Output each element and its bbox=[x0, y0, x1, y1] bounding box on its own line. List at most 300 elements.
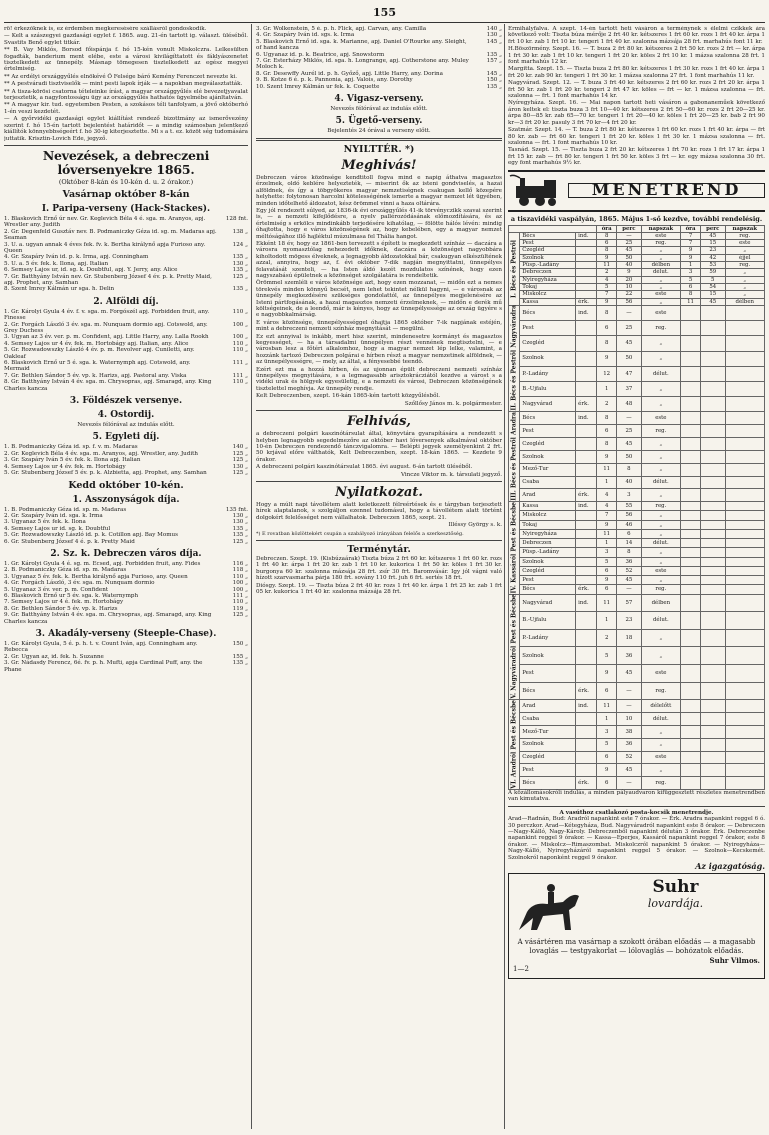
timetable-cell: Szolnok bbox=[520, 450, 576, 463]
timetable-cell bbox=[681, 594, 701, 612]
timetable-cell bbox=[701, 321, 725, 336]
timetable-cell bbox=[681, 647, 701, 665]
timetable-cell: 6 bbox=[597, 585, 617, 594]
timetable-cell bbox=[725, 366, 765, 381]
timetable-row bbox=[509, 381, 765, 396]
timetable-row bbox=[509, 585, 765, 594]
posta-text: Arad—Radnán, Bud: Aradról napankint este 7 órakor. — Érk. Aradra napankint reggel 6 ó. 30 perczkor. Arad—Kétegyháza, Bud. Nagyváradról napankint este 8 órakor. — Debreczen—Nagy-Kálló, Nagy-Károly. Debreczenből napankint délután 3 órakor. Érk. Debreczenbe napankint reggel 9 órakor. — Kassa—Eperjes, Kassáról napankint reggel 7 órakor, este 8 órakor. — Miskolcz—Rimaszombat. Miskolczról napankint 5 órakor. — Nyiregyháza—Nagy-Kálló, Nyiregyházáról napankint reggel 5 órakor. — Szolnok—Kecskemét. Szolnokról naponként reggel 9 órakor. bbox=[508, 816, 765, 861]
timetable-cell: délben bbox=[725, 298, 765, 305]
timetable-cell: 2 bbox=[597, 269, 617, 276]
ostordij-text: Nevezés félórával az indulás előtt. bbox=[77, 422, 175, 429]
timetable bbox=[508, 225, 765, 790]
timetable-cell: délben bbox=[641, 594, 680, 612]
entry-weight: 140 „ bbox=[232, 444, 248, 451]
timetable-cell: 25 bbox=[617, 240, 641, 247]
entry-row bbox=[4, 286, 248, 292]
entry-row bbox=[4, 379, 248, 392]
timetable-cell: Tokaj bbox=[520, 520, 576, 529]
timetable-row bbox=[509, 511, 765, 520]
entry-text: 2. Gr. Ugyan az, id. fek. h. Suzanne bbox=[4, 653, 104, 660]
ad-text: A vásártéren ma vasárnap a szokott órában előadás — a magasabb lovaglás — testgyakorlat — lólovaglás — bohózatok előadás. bbox=[517, 938, 756, 956]
section-egyleti: 5. Egyleti díj. bbox=[92, 432, 160, 443]
timetable-cell: 37 bbox=[617, 381, 641, 396]
timetable-cell: — bbox=[617, 777, 641, 790]
timetable-cell bbox=[701, 751, 725, 764]
day2-heading: Kedd október 10-kén. bbox=[68, 479, 184, 491]
timetable-cell bbox=[701, 738, 725, 751]
meghivas-signature: Szőllősy János m. k. polgármester. bbox=[404, 400, 502, 407]
timetable-cell: „ bbox=[641, 276, 680, 283]
entry-weight: 135 „ bbox=[232, 532, 248, 539]
entry-row bbox=[4, 229, 248, 242]
locomotive-icon bbox=[508, 174, 568, 208]
timetable-cell bbox=[701, 529, 725, 538]
entry-row bbox=[256, 84, 502, 90]
entry-row bbox=[4, 242, 248, 255]
timetable-row bbox=[509, 738, 765, 751]
divider bbox=[508, 806, 765, 807]
timetable-cell bbox=[701, 665, 725, 683]
timetable-row bbox=[509, 629, 765, 647]
timetable-cell: 15 bbox=[701, 240, 725, 247]
route-label: II. Bécs és Pestről Nagyváradra bbox=[509, 305, 520, 412]
entry-weight: 150 „ bbox=[486, 77, 502, 84]
timetable-cell: 8 bbox=[597, 438, 617, 451]
timetable-cell bbox=[576, 764, 597, 777]
entry-row bbox=[4, 660, 248, 673]
timetable-cell: 45 bbox=[617, 336, 641, 351]
entry-weight: 116 „ bbox=[232, 560, 248, 567]
paragraph: Ez ezt annyival is inkább, mert hisz szerint, mindenesetre kormányt és magasztos kegyességet, — ha a társadalmi ünnepélyen részt vennének megtisztelni, — e városban lesz a főtéri alkalomhoz, hogy a magyar nemzet lép lelke, valamint, a hozzánk tartozó Debreczen polgárai e hírben részt a magyar nemzetinek alföldnek, — az ünnepélyességre, — mely, az által, a fényesebbé teendő. bbox=[256, 333, 502, 366]
timetable-cell: érk. bbox=[576, 585, 597, 594]
timetable-cell: Debreczen bbox=[520, 269, 576, 276]
timetable-cell: — bbox=[617, 700, 641, 713]
meghivas-heading: Meghivás! bbox=[341, 157, 417, 173]
timetable-cell: 5 bbox=[597, 738, 617, 751]
entry-text: 2. Gr. Forgách László 3 év. sga. m. Nunquam dormio apj. Cotswold, any. Grey Duchess bbox=[4, 321, 208, 334]
timetable-cell bbox=[576, 351, 597, 366]
timetable-cell: Pest bbox=[520, 576, 576, 585]
timetable-cell bbox=[701, 548, 725, 557]
entry-text: 1. Gr. Károlyi Gyula 4 é. sg. m. Ecsed, apj. Forbidden fruit, any. Fides bbox=[4, 560, 201, 567]
timetable-cell: 45 bbox=[701, 232, 725, 239]
entry-text: 6. Semsey Lajos ur, id. sg. k. Doubtful, apj. Y. Jerry, any. Alice bbox=[4, 267, 178, 274]
timetable-cell: Tokaj bbox=[520, 283, 576, 290]
timetable-row bbox=[509, 305, 765, 320]
race-subtitle: (Október 8-kán és 10-kén d. u. 2 órakor.) bbox=[58, 177, 194, 186]
timetable-cell: 23 bbox=[617, 612, 641, 630]
timetable-cell: „ bbox=[641, 450, 680, 463]
timetable-cell bbox=[681, 777, 701, 790]
timetable-row bbox=[509, 283, 765, 290]
timetable-cell bbox=[576, 612, 597, 630]
timetable-cell: 1 bbox=[681, 262, 701, 269]
timetable-cell: ind. bbox=[576, 305, 597, 320]
timetable-cell bbox=[725, 764, 765, 777]
timetable-cell: 9 bbox=[597, 665, 617, 683]
timetable-cell: „ bbox=[641, 283, 680, 290]
timetable-cell: Pest bbox=[520, 240, 576, 247]
timetable-cell bbox=[701, 725, 725, 738]
meghivas-body bbox=[256, 175, 502, 400]
timetable-cell bbox=[725, 738, 765, 751]
horse-rider-icon bbox=[513, 878, 587, 938]
timetable-cell: „ bbox=[641, 738, 680, 751]
timetable-cell: 36 bbox=[617, 738, 641, 751]
timetable-cell: délut. bbox=[641, 366, 680, 381]
paragraph: rö! érkezőknek is, ez érdemben megkeresésére szállásról gondoskodik. bbox=[4, 26, 207, 32]
timetable-row bbox=[509, 502, 765, 511]
timetable-cell: reg. bbox=[641, 425, 680, 438]
ad-signature: Suhr Vilmos. bbox=[709, 956, 760, 966]
timetable-cell bbox=[576, 283, 597, 290]
entry-weight: 125 „ bbox=[232, 457, 248, 464]
section-foldeszek: 3. Földészek versenye. bbox=[69, 396, 183, 407]
timetable-cell: este bbox=[641, 232, 680, 239]
entry-weight: 110 „ bbox=[232, 599, 248, 606]
entry-text: 3. Ugyanaz 5 év. fek. k. Ilona bbox=[4, 519, 86, 526]
entry-list bbox=[4, 561, 248, 625]
entry-row bbox=[256, 39, 502, 52]
timetable-cell: 10 bbox=[617, 713, 641, 726]
timetable-cell: 45 bbox=[617, 247, 641, 254]
entry-text: 1. B. Podmaniczky Géza id. sp. f. v. m. Madaras bbox=[4, 444, 138, 451]
paragraph: ** A pestváradi tisztviselők — mint pesti lapok írják — a napokban megválasztatták. bbox=[4, 81, 243, 88]
timetable-row bbox=[509, 539, 765, 548]
entry-row bbox=[4, 360, 248, 373]
timetable-cell: — bbox=[617, 305, 641, 320]
timetable-cell bbox=[701, 585, 725, 594]
timetable-row bbox=[509, 291, 765, 298]
entry-weight: 140 „ bbox=[486, 26, 502, 32]
market-boszormeny: H.Böszörmény. Szept. 16. — T. buza 2 frt 80 kr. kétszeres 2 frt 50 kr. rozs 2 frt — kr. árpa 1 frt 30 kr. zab 1 frt 10 kr. tengeri 1 frt 20 kr. köles 2 frt 10 kr. 1 mázsa szalonna 28 frt. 1 font marhahús 12 kr. bbox=[508, 46, 765, 66]
timetable-cell: ind. bbox=[576, 232, 597, 239]
timetable-cell bbox=[681, 489, 701, 502]
header-cell: napszak bbox=[725, 225, 765, 232]
timetable-cell: Pest bbox=[520, 425, 576, 438]
timetable-cell: reg. bbox=[725, 262, 765, 269]
timetable-cell: Arad bbox=[520, 489, 576, 502]
timetable-row bbox=[509, 232, 765, 239]
timetable-row bbox=[509, 366, 765, 381]
timetable-row bbox=[509, 438, 765, 451]
entry-row bbox=[4, 347, 248, 360]
timetable-cell: 8 bbox=[597, 412, 617, 425]
timetable-cell bbox=[681, 463, 701, 476]
timetable-cell: Nagyvárad bbox=[520, 594, 576, 612]
timetable-cell bbox=[681, 381, 701, 396]
timetable-row bbox=[509, 557, 765, 566]
timetable-cell: 9 bbox=[597, 298, 617, 305]
timetable-cell bbox=[681, 682, 701, 700]
timetable-cell bbox=[701, 450, 725, 463]
timetable-cell: 40 bbox=[617, 476, 641, 489]
timetable-cell: 53 bbox=[701, 262, 725, 269]
timetable-cell: 6 bbox=[597, 240, 617, 247]
timetable-cell: 5 bbox=[701, 276, 725, 283]
entry-text: 9. B. Kotze 6 é. p. k. Pannonia, apj. Valois, any. Dorothy bbox=[256, 77, 413, 84]
paragraph: Ekként 18 év, hogy ez 1861-ben tervezett s épített is megkezdett színház — daczára a városra nyomasztólag nehezedett időknek, daczára a közönséget nagyobbára kiholtodott mögess élveknek, a legnagyobb áldozatokkal bár, csakugyan elkészültének azzal, annyira, hogy az, f. évi október 7-dik napján megnyittatni, ünnepélyes felavatását szenteli, — ha Isten áldó kezét mozdulatos színének, hogy ezen nagyszabású épületnek a közönséget szolgálatára is rendeltetik. bbox=[256, 240, 502, 279]
timetable-cell bbox=[725, 502, 765, 511]
paragraph: — A győrvidéki gazdasági egylet kiállítást rendező bizottmány az ismerővezény szerint f. hó 15-én tartott bejelentést határidőt — a mindig számosban jelentkező kiállítók könnyebbségeért f. hó 30-ig kiterjesztette. Mi s a t. ez. közöt ség tudomására juttatik. Krisztin-Lovich Ede, jegyző. bbox=[4, 116, 248, 142]
timetable-cell bbox=[701, 713, 725, 726]
timetable-cell: Szolnok bbox=[520, 254, 576, 261]
timetable-cell bbox=[576, 291, 597, 298]
section-vigasz: 4. Vigasz-verseny. bbox=[334, 94, 424, 105]
timetable-cell: 18 bbox=[617, 629, 641, 647]
timetable-cell: 15 bbox=[701, 291, 725, 298]
timetable-cell: 46 bbox=[617, 520, 641, 529]
timetable-cell: 9 bbox=[681, 247, 701, 254]
timetable-cell: este bbox=[641, 412, 680, 425]
entry-row bbox=[256, 58, 502, 71]
entry-row bbox=[4, 322, 248, 335]
timetable-cell: 45 bbox=[701, 298, 725, 305]
timetable-row bbox=[509, 425, 765, 438]
timetable-cell bbox=[701, 700, 725, 713]
timetable-cell: „ bbox=[641, 463, 680, 476]
timetable-cell: „ bbox=[725, 247, 765, 254]
timetable-cell: Kassa bbox=[520, 298, 576, 305]
timetable-cell: 9 bbox=[597, 576, 617, 585]
header-cell: óra bbox=[681, 225, 701, 232]
timetable-cell: 7 bbox=[597, 291, 617, 298]
timetable-cell: „ bbox=[641, 247, 680, 254]
entry-text: 1. Gr. Károlyi Gyula 4 év. f. v. sga. m. Forgószél apj. Forbidden fruit, any. Finesse bbox=[4, 308, 210, 322]
timetable-cell: 11 bbox=[597, 594, 617, 612]
timetable-cell bbox=[701, 397, 725, 412]
nyilatkozat-signature: Illéssy György s. k. bbox=[448, 522, 502, 529]
entry-text: 5. U. a. 5 év. fek. k. Ilona, apj. Italian bbox=[4, 260, 109, 267]
felhivas-text: a debreczeni polgári kaszinótársulat által, könyvtára gyarapítására a rendezett s helyben legnagyobb segedelmezőre az október havi lóversenyek alkalmával október 10-én Debreczen rendezendő tánczvigalomra. — Belépti jegyek személyenkint 2 frt. 50 krjával előre válthatók, Kelt Debreczenben, szept. 18-kán 1865. — Kezdete 9 órakor. bbox=[256, 431, 502, 463]
timetable-cell: 25 bbox=[617, 425, 641, 438]
timetable-cell bbox=[576, 425, 597, 438]
timetable-cell bbox=[701, 612, 725, 630]
timetable-cell: 9 bbox=[681, 254, 701, 261]
vigasz-text: Nevezés félórával az indulás előtt. bbox=[330, 106, 428, 113]
timetable-cell: „ bbox=[641, 254, 680, 261]
termenytar-text-2: Diósgy. Szept. 19. — Tiszta búza 2 frt 40 kr. rozs 1 frt 40 kr. árpa 1 frt 25 kr. zab 1 frt 05 kr. kukorica 1 frt 40 kr. szalonna mázsája 28 frt. bbox=[256, 582, 502, 595]
paragraph: Ezért ezt ma a hozzá hírben, és az ujonnan épült debreczeni nemzeti színház ünnepélyes megnyitására, s a legmagasabb arisztokrácziától kezdve a várost s a vidéki urak és hölgyek egyesületig, e a nemzeti és városi, Debreczen közönségének tisztelettel meghívja. Az ünnepély rendje. bbox=[256, 366, 502, 392]
route-label: VI. Aradról Pest és Bécsbe bbox=[509, 700, 520, 790]
route-label: III. Bécs és Pestről Aradra bbox=[509, 412, 520, 502]
timetable-cell bbox=[725, 463, 765, 476]
entry-text: 6. Blaskovich Ernő ur 5 év. sga. k. Waternymph bbox=[4, 592, 139, 599]
entry-text: 5. Gr. Rozwadowszky László 4 év. p. m. Revolver apj. Cuniletti, any. Oakleaf bbox=[4, 347, 195, 360]
entry-weight: 110 „ bbox=[232, 308, 248, 315]
timetable-cell: 2 bbox=[597, 397, 617, 412]
timetable-cell: érk. bbox=[576, 298, 597, 305]
entry-list bbox=[4, 641, 248, 673]
timetable-cell: 6 bbox=[597, 321, 617, 336]
entry-weight: 157 „ bbox=[486, 58, 502, 65]
timetable-cell bbox=[725, 450, 765, 463]
felhivas-signature: Vincze Viktor m. k. társulati jegyző. bbox=[400, 471, 502, 478]
timetable-cell: B.-Ujfalu bbox=[520, 381, 576, 396]
timetable-cell: 5 bbox=[597, 557, 617, 566]
paragraph: Debreczen város közönsége kendtitoll fogva mind e napig áthatva magasztos érzelmek, oldó keblére helyezteték, — miserint ők az isteni gondviselés, a hazai alföldnek, és így a töbgyökeres magyar nemzetiségnek csakugan kellő közepére helyhette: folytonosan harcolni kötelességének ismerte a magyar nemzet lét ügyében, minden időtelhető áldozatot, kész örömmel vinni a haza oltárára. bbox=[256, 174, 502, 207]
race-title: Nevezések, a debreczeni lóversenyekre 1865. bbox=[42, 147, 210, 177]
timetable-cell bbox=[681, 566, 701, 575]
timetable-cell: Nyiregyháza bbox=[520, 529, 576, 538]
entry-text: 8. Gr. Bethlen Sándor 5 év. vp. k. Harizs bbox=[4, 605, 118, 612]
timetable-row bbox=[509, 489, 765, 502]
entry-row bbox=[4, 539, 248, 545]
timetable-row bbox=[509, 463, 765, 476]
timetable-cell bbox=[681, 412, 701, 425]
entry-weight: 135 fnt. bbox=[225, 506, 248, 513]
divider bbox=[256, 481, 502, 482]
paragraph: — Kelt a szászegyei gazdasági egylet f. 1865. aug. 21-én tartott ig. választ. üléséből. Svastits Benő egylet titkár. bbox=[4, 33, 248, 46]
timetable-cell bbox=[725, 629, 765, 647]
entry-text: 7. Gr. Batthyány István nev. Gr. Stubenberg József 4 év. p. k. Pretty Maid, apj. Prophet, any. Samhan bbox=[4, 273, 212, 286]
timetable-cell: 45 bbox=[617, 438, 641, 451]
timetable-cell bbox=[681, 629, 701, 647]
timetable-cell: Pest bbox=[520, 665, 576, 683]
timetable-cell: érk. bbox=[576, 489, 597, 502]
entry-text: 7. Semsey Lajos ur 4 é. fek. m. Hortobágy bbox=[4, 599, 124, 606]
timetable-cell: 11 bbox=[597, 529, 617, 538]
entry-text: 6. Blaskovich Ernő ur 5 é. sga. k. Waternymph apj. Cotswold, any. Mermaid bbox=[4, 360, 191, 373]
timetable-cell bbox=[725, 700, 765, 713]
timetable-note: A közállomásokróli indulás, a minden pályaudvaron kifüggesztett részletes menetrendben van kimutatva. bbox=[508, 789, 765, 803]
route-label: IV. Kassáról Pest és Bécsbe bbox=[509, 502, 520, 595]
timetable-cell bbox=[681, 751, 701, 764]
timetable-cell: 1 bbox=[597, 476, 617, 489]
timetable-cell: „ bbox=[641, 397, 680, 412]
timetable-cell: 1 bbox=[597, 539, 617, 548]
entry-text: 3. Gr. Szapáry Iván 5 év. fek. k. Ilona apj. Italian bbox=[4, 457, 141, 464]
section-alfoldi: 2. Alföldi díj. bbox=[93, 296, 159, 307]
entry-weight: 100 „ bbox=[232, 321, 248, 328]
timetable-cell bbox=[725, 321, 765, 336]
menetrend-subtitle: a tiszavidéki vaspályán, 1865. Május 1-ső kezdve, további rendelésig. bbox=[510, 214, 763, 223]
timetable-row bbox=[509, 476, 765, 489]
entry-weight: 125 „ bbox=[232, 612, 248, 619]
timetable-cell bbox=[701, 594, 725, 612]
entry-weight: 125 „ bbox=[232, 538, 248, 545]
entry-list bbox=[4, 444, 248, 476]
timetable-cell bbox=[701, 366, 725, 381]
timetable-cell bbox=[725, 751, 765, 764]
entry-text: 1. Blaskovich Ernő úr nev. Gr. Keglevich Béla 4 é. sga. m. Aranyos, apj. Wrestler any. Judith bbox=[4, 215, 206, 229]
timetable-cell: délut. bbox=[641, 612, 680, 630]
timetable-cell bbox=[701, 539, 725, 548]
entry-weight: 119 „ bbox=[232, 605, 248, 612]
timetable-cell bbox=[725, 725, 765, 738]
entry-weight: 135 „ bbox=[232, 286, 248, 293]
entry-text: 3. Ugyan az 3 év. ver. p. m. Confident, apj. Little Harry, any. Lalla Rookh bbox=[4, 334, 209, 341]
timetable-cell bbox=[701, 566, 725, 575]
timetable-cell bbox=[681, 511, 701, 520]
timetable-cell: 57 bbox=[617, 594, 641, 612]
market-tasnad: Tasnád. Szept. 15. — Tiszta buza 2 frt 20 kr. kétszeres 1 frt 70 kr. rozs 1 frt 17 kr. árpa 1 frt 15 kr. zab — frt 80 kr. tengeri 1 frt 50 kr. köles 3 frt — kr. egy mázsa szalonna 30 frt. egy font marhahús 9½ kr. bbox=[508, 147, 765, 167]
timetable-row bbox=[509, 751, 765, 764]
entry-weight: 135 „ bbox=[232, 525, 248, 532]
posta-heading: A vasúthoz csatlakozó posta-kocsik menetrendje. bbox=[559, 809, 714, 816]
felhivas-text-2: A debreczeni polgári kaszinótársulat 1865. évi august. 6-án tartott üléséből. bbox=[256, 464, 473, 471]
timetable-cell bbox=[725, 539, 765, 548]
timetable-cell bbox=[576, 751, 597, 764]
timetable-cell: Nyiregyháza bbox=[520, 276, 576, 283]
timetable-cell bbox=[576, 254, 597, 261]
timetable-cell: 2 bbox=[597, 629, 617, 647]
entry-weight: 110 „ bbox=[232, 379, 248, 386]
timetable-cell bbox=[576, 262, 597, 269]
timetable-cell: Mező-Tur bbox=[520, 463, 576, 476]
timetable-cell bbox=[576, 557, 597, 566]
timetable-cell bbox=[681, 502, 701, 511]
entry-weight: 138 „ bbox=[232, 228, 248, 235]
entry-weight: 111 „ bbox=[232, 592, 248, 599]
timetable-cell bbox=[576, 463, 597, 476]
entry-text: 10. Szent Imrey Kálmán ur fek. k. Coquette bbox=[256, 83, 380, 90]
timetable-cell: „ bbox=[641, 511, 680, 520]
timetable-cell: „ bbox=[725, 283, 765, 290]
timetable-cell: este bbox=[641, 566, 680, 575]
entry-weight: 110 „ bbox=[232, 347, 248, 354]
timetable-cell: 7 bbox=[681, 232, 701, 239]
entry-row bbox=[4, 309, 248, 322]
timetable-cell bbox=[576, 665, 597, 683]
timetable-cell: 56 bbox=[617, 511, 641, 520]
timetable-cell: délben bbox=[641, 262, 680, 269]
timetable-cell: 3 bbox=[617, 489, 641, 502]
timetable-cell bbox=[701, 682, 725, 700]
route-label: I. Bécs és Pestről bbox=[509, 232, 520, 305]
entry-weight: 100 „ bbox=[232, 586, 248, 593]
timetable-cell bbox=[576, 713, 597, 726]
timetable-cell: 47 bbox=[617, 366, 641, 381]
timetable-cell bbox=[725, 520, 765, 529]
timetable-cell bbox=[701, 476, 725, 489]
entry-text: 4. Semsey Lajos ur 4 év. fek. m. Hortobágy bbox=[4, 463, 126, 470]
timetable-cell: 3 bbox=[597, 725, 617, 738]
divider bbox=[256, 540, 502, 541]
entry-text: 7. Gr. Bethlen Sándor 5 év. vp. k. Harizs, apj. Pastoral any. Viska bbox=[4, 372, 187, 379]
entry-weight: 110 „ bbox=[232, 573, 248, 580]
market-nyiregyhaza: Nyíregyháza. Szept. 16. — Mai napon tartott heti vásáron a gabonaneműek következő áron keltek el: tiszta buza 3 frt 10—40 kr. kétszeres 2 frt 50—60 kr. rozs 2 frt 20—25 kr. árpa 80—85 kr. zab 65—70 kr. tengeri 1 frt 20—40 kr. köles 1 frt 20—25 kr. bab 2 frt 90 kr—3 frt 20 kr. pasuly 3 frt 70 kr—4 frt 20 kr. bbox=[508, 100, 765, 126]
timetable-cell bbox=[681, 576, 701, 585]
timetable-row bbox=[509, 351, 765, 366]
timetable-cell bbox=[701, 463, 725, 476]
entry-text: 2. Gr. Keglevich Béla 4 év. sga. m. Aranyos, apj. Wrestler, any. Judith bbox=[4, 450, 199, 457]
timetable-cell: reg. bbox=[641, 585, 680, 594]
nyilatkozat-heading: Nyilatkozat. bbox=[335, 484, 423, 500]
entry-row bbox=[4, 216, 248, 229]
timetable-cell: 52 bbox=[617, 566, 641, 575]
timetable-cell bbox=[681, 700, 701, 713]
entry-weight: 125 „ bbox=[232, 273, 248, 280]
divider bbox=[256, 410, 502, 411]
timetable-cell: 8 bbox=[597, 305, 617, 320]
entry-weight: 135 „ bbox=[486, 51, 502, 58]
timetable-cell: 7 bbox=[681, 240, 701, 247]
timetable-cell bbox=[576, 576, 597, 585]
timetable-cell: Czegléd bbox=[520, 751, 576, 764]
timetable-cell: 11 bbox=[597, 700, 617, 713]
timetable-row bbox=[509, 700, 765, 713]
timetable-cell bbox=[701, 629, 725, 647]
timetable-cell: 1 bbox=[597, 612, 617, 630]
timetable-cell: „ bbox=[641, 629, 680, 647]
timetable-cell: reg. bbox=[641, 777, 680, 790]
timetable-cell: 6 bbox=[597, 777, 617, 790]
timetable-cell bbox=[701, 425, 725, 438]
market-margitta: Margitta. Szept. 15. — Tiszta buza 2 frt 80 kr. kétszeres 1 frt 30 kr. rozs 1 frt 40 kr. árpa 1 frt 20 kr. zab 90 kr. tengeri 1 frt 30 kr. 1 mázsa szalonna 27 frt. 1 font marhahús 11 kr. bbox=[508, 66, 765, 79]
timetable-cell bbox=[701, 576, 725, 585]
timetable-cell bbox=[681, 557, 701, 566]
